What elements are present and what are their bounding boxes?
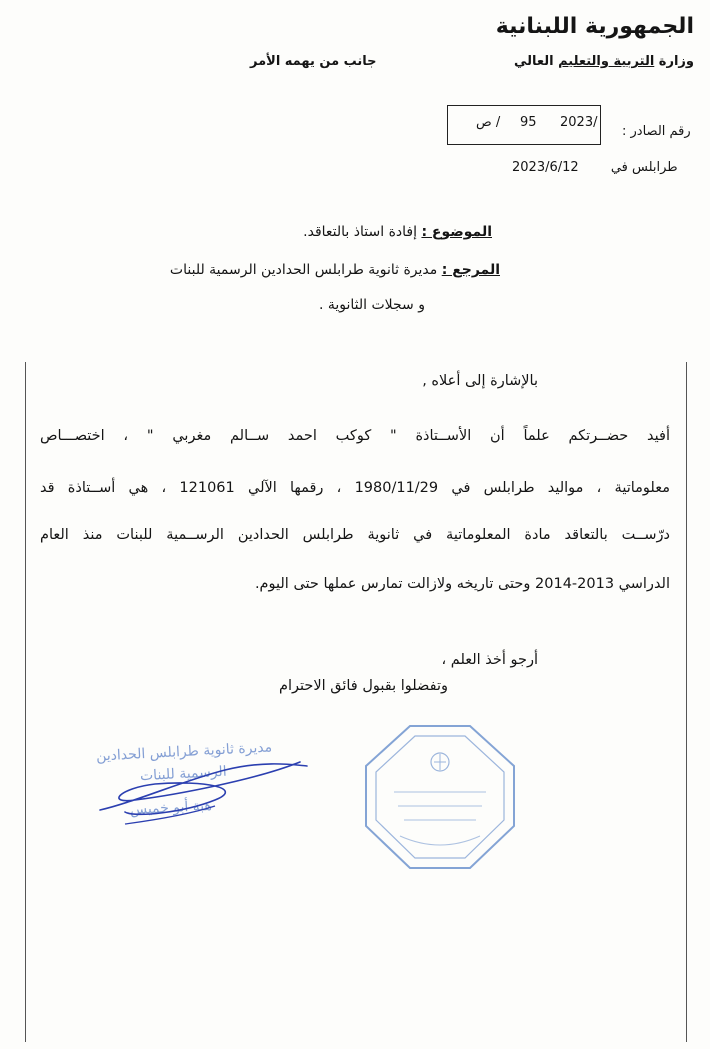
reference-line-2: و سجلات الثانوية . (318, 297, 425, 313)
closing-salutation: وتفضلوا بقبول فائق الاحترام (279, 678, 448, 694)
date-line (512, 160, 678, 175)
addressee: جانب من يهمه الأمر (250, 54, 377, 69)
official-seal (360, 722, 520, 872)
reference-year: 2023/ (560, 115, 598, 130)
body-paragraph-line: أفيد حضــرتكم علماً أن الأســتاذة " كوكب احمد ســالم مغربي " ، اختصـــاص (40, 428, 670, 444)
document-place: طرابلس في (610, 160, 678, 175)
greeting: بالإشارة إلى أعلاه , (422, 373, 538, 389)
body-paragraph-line: درّســت بالتعاقد مادة المعلوماتية في ثانوية طرابلس الحدادين الرســمية للبنات منذ العام (40, 527, 670, 543)
right-margin-line (686, 362, 687, 1042)
signature-stamp-line1: مديرة ثانوية طرابلس الحدادين (95, 739, 273, 765)
reference-suffix: / ص (476, 115, 501, 130)
reference-source-text: مديرة ثانوية طرابلس الحدادين الرسمية للبنات (169, 262, 438, 278)
subject-label: الموضوع : (421, 224, 492, 240)
handwritten-signature (95, 740, 315, 830)
reference-number: 95 (520, 115, 537, 130)
reference-line (170, 262, 500, 278)
republic-title: الجمهورية اللبنانية (495, 14, 694, 39)
reference-number-box (447, 105, 601, 145)
ministry-name: وزارة التربية والتعليم العالي (513, 54, 694, 69)
body-paragraph-line: الدراسي 2013-2014 وحتى تاريخه ولازالت تمارس عملها حتى اليوم. (254, 576, 670, 592)
subject-text: إفادة استاذ بالتعاقد. (303, 224, 417, 240)
closing-line: أرجو أخذ العلم ، (441, 652, 538, 668)
document-date: 2023/6/12 (512, 160, 579, 175)
signature-stamp-line2: الرسمية للبنات (139, 763, 228, 785)
left-margin-line (25, 362, 26, 1042)
signature-stamp-name: هبة أبو خميس (129, 797, 213, 819)
reference-source-label: المرجع : (441, 262, 500, 278)
subject-line (303, 224, 492, 240)
reference-label: رقم الصادر : (622, 124, 691, 139)
body-paragraph-line: معلوماتية ، مواليد طرابلس في 1980/11/29 ، رقمها الآلي 121061 ، هي أســتاذة قد (40, 480, 670, 496)
